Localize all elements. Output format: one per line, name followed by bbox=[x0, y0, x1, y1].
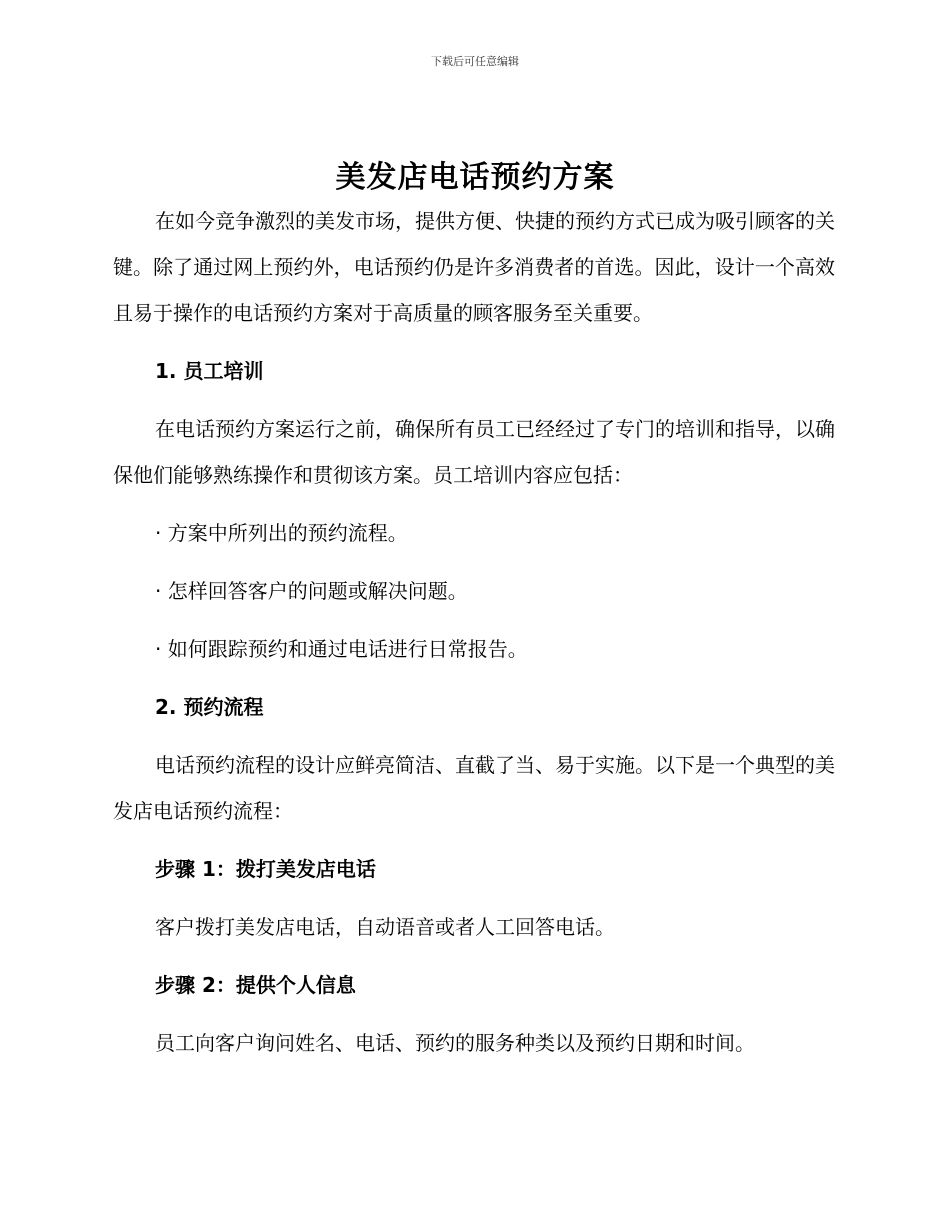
spacer bbox=[113, 834, 835, 846]
spacer bbox=[113, 614, 835, 626]
step2-text: 员工向客户询问姓名、电话、预约的服务种类以及预约日期和时间。 bbox=[155, 1031, 755, 1055]
spacer bbox=[113, 336, 835, 348]
bullet-item: · 如何跟踪预约和通过电话进行日常报告。 bbox=[155, 637, 528, 661]
step1-text: 客户拨打美发店电话，自动语音或者人工回答电话。 bbox=[155, 915, 615, 939]
spacer bbox=[113, 730, 835, 742]
spacer bbox=[113, 950, 835, 962]
header-note: 下载后可任意编辑 bbox=[431, 55, 519, 68]
step2-heading: 步骤 2：提供个人信息 bbox=[155, 973, 356, 997]
spacer bbox=[113, 892, 835, 904]
document-body bbox=[113, 198, 835, 1066]
intro-paragraph: 在如今竞争激烈的美发市场，提供方便、快捷的预约方式已成为吸引顾客的关键。除了通过网上预约外，电话预约仍是许多消费者的首选。因此，设计一个高效且易于操作的电话预约方案对于高质量的顾客服务至关重要。 bbox=[113, 209, 835, 325]
bullet-item: · 怎样回答客户的问题或解决问题。 bbox=[155, 579, 468, 603]
spacer bbox=[113, 498, 835, 510]
step1-heading: 步骤 1：拨打美发店电话 bbox=[155, 857, 376, 881]
bullet-item: · 方案中所列出的预约流程。 bbox=[155, 521, 408, 545]
section1-heading: 1. 员工培训 bbox=[155, 359, 264, 383]
section1-paragraph: 在电话预约方案运行之前，确保所有员工已经经过了专门的培训和指导，以确保他们能够熟练操作和贯彻该方案。员工培训内容应包括： bbox=[113, 417, 835, 487]
section2-heading: 2. 预约流程 bbox=[155, 695, 264, 719]
spacer bbox=[113, 556, 835, 568]
section2-paragraph: 电话预约流程的设计应鲜亮简洁、直截了当、易于实施。以下是一个典型的美发店电话预约流程： bbox=[113, 753, 835, 823]
spacer bbox=[113, 1008, 835, 1020]
spacer bbox=[113, 672, 835, 684]
spacer bbox=[113, 394, 835, 406]
document-title: 美发店电话预约方案 bbox=[335, 160, 615, 195]
